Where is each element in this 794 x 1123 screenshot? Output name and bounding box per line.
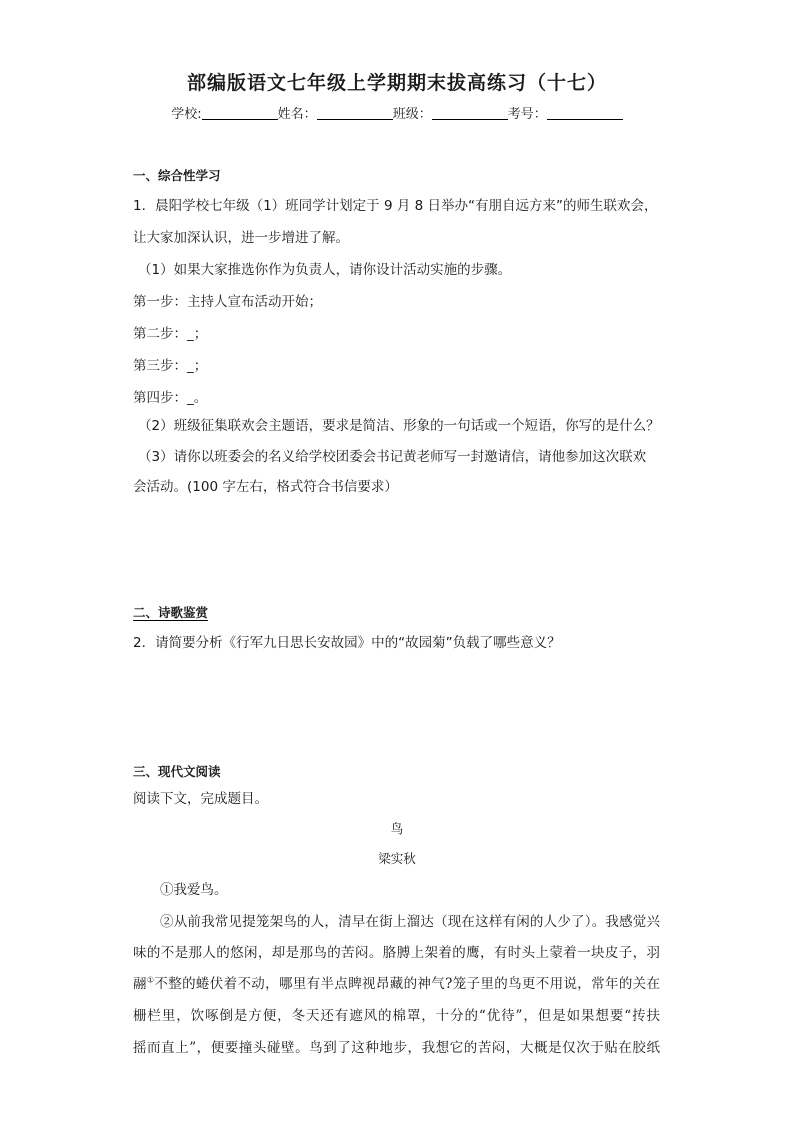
exam-no-label: 考号： [507, 107, 547, 122]
page-title: 部编版语文七年级上学期期末拔高练习（十七） [186, 72, 607, 94]
step-line: 第四步：_。 [133, 390, 208, 406]
section-heading [133, 603, 208, 621]
sub-question: （1）如果大家推选你作为负责人，请你设计活动实施的步骤。 [138, 262, 512, 278]
sub-question: 会活动。(100 字左右，格式符合书信要求） [133, 479, 398, 495]
paragraph-text: 不整的蜷伏着不动，哪里有半点睥视昂藏的神气?笼子里的鸟更不用说，常年的关在 [154, 976, 661, 992]
sub-question: （3）请你以班委会的名义给学校团委会书记黄老师写一封邀请信，请他参加这次联欢 [138, 449, 647, 465]
paragraph: ①我爱鸟。 [160, 882, 228, 898]
school-field[interactable] [202, 105, 278, 120]
step-line: 第二步：_； [133, 326, 208, 342]
question-text: 让大家加深认识，进一步增进了解。 [133, 230, 349, 246]
paragraph-line [133, 972, 660, 992]
paragraph-line: 栅栏里，饮啄倒是方便，冬天还有遮风的棉罩，十分的“优待”，但是如果想要“抟扶 [133, 1008, 660, 1024]
school-label: 学校: [171, 107, 202, 122]
paragraph-line: 摇而直上”，便要撞头碰壁。鸟到了这种地步，我想它的苦闷，大概是仅次于贴在胶纸 [133, 1040, 660, 1056]
question-text: 2．请简要分析《行军九日思长安故园》中的“故园菊”负载了哪些意义？ [133, 635, 561, 651]
section-heading-text: 二、诗歌鉴赏 [133, 605, 209, 620]
paragraph-line: 味的不是那人的悠闲，却是那鸟的苦闷。胳膊上架着的鹰，有时头上蒙着一块皮子，羽 [133, 945, 660, 961]
class-field[interactable] [432, 105, 508, 120]
paragraph-line: ②从前我常见提笼架鸟的人，清早在街上溜达（现在这样有闲的人少了）。我感觉兴 [160, 914, 660, 930]
sub-question: （2）班级征集联欢会主题语，要求是简洁、形象的一句话或一个短语，你写的是什么？ [138, 418, 660, 434]
name-label: 姓名： [277, 107, 317, 122]
essay-author: 梁实秋 [378, 851, 416, 866]
student-info-line [0, 103, 794, 122]
essay-title: 鸟 [390, 821, 404, 836]
section-heading: 一、综合性学习 [133, 168, 221, 183]
name-field[interactable] [317, 105, 393, 120]
footnote-marker[interactable]: ① [146, 975, 155, 985]
class-label: 班级： [392, 107, 432, 122]
section-heading: 三、现代文阅读 [133, 764, 221, 779]
question-text: 1．晨阳学校七年级（1）班同学计划定于 9 月 8 日举办“有朋自远方来”的师生联欢会， [133, 198, 658, 214]
reading-instruction: 阅读下文，完成题目。 [133, 791, 268, 807]
exam-no-field[interactable] [547, 105, 623, 120]
step-line: 第一步：主持人宣布活动开始； [133, 294, 322, 310]
paragraph-text: 翮 [133, 976, 147, 992]
step-line: 第三步：_； [133, 358, 208, 374]
